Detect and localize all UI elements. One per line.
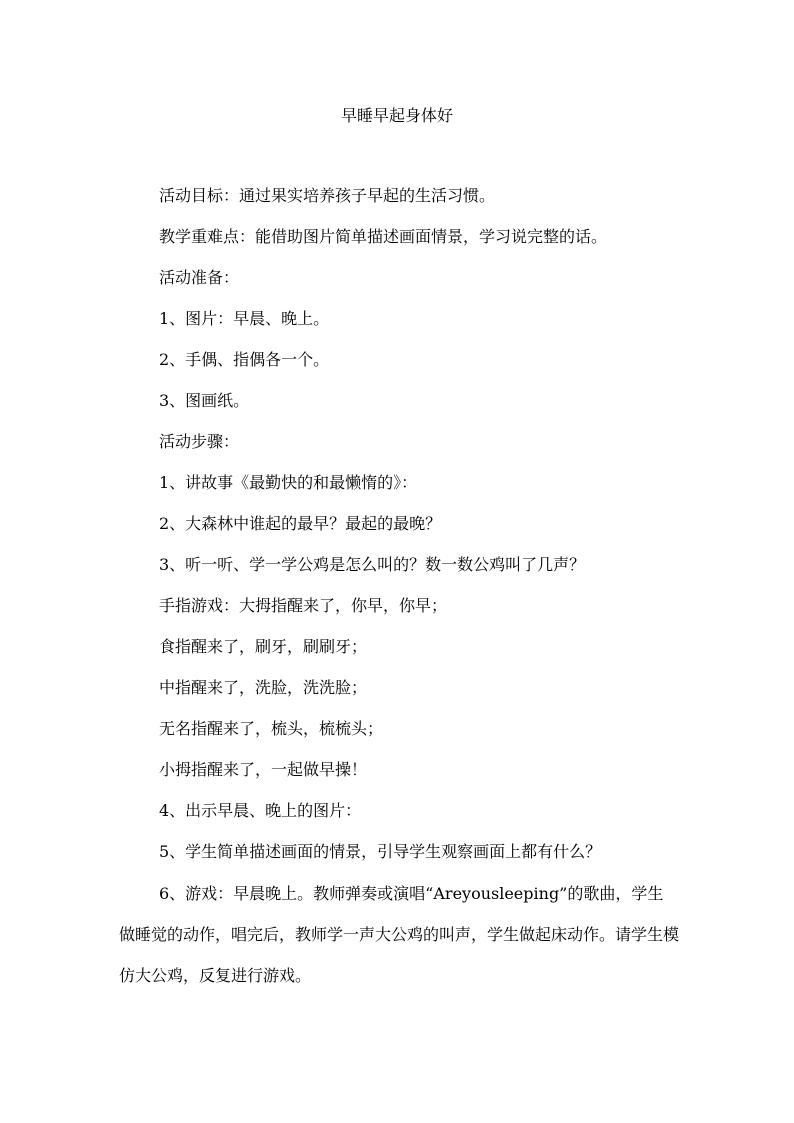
paragraph-step-3: 3、听一听、学一学公鸡是怎么叫的？数一数公鸡叫了几声？ [159,555,586,574]
paragraph-key-points: 教学重难点：能借助图片简单描述画面情景，学习说完整的话。 [159,227,608,246]
paragraph-step-2: 2、大森林中谁起的最早？最起的最晚？ [159,514,442,533]
document-body [119,184,679,1013]
paragraph-finger-little: 小拇指醒来了，一起做早操！ [159,760,368,779]
document-title: 早睡早起身体好 [340,106,453,125]
paragraph-prep-2: 2、手偶、指偶各一个。 [159,350,330,369]
paragraph-steps: 活动步骤： [159,432,240,451]
paragraph-finger-middle: 中指醒来了，洗脸，洗洗脸； [159,678,368,697]
paragraph-finger-game: 手指游戏：大拇指醒来了，你早，你早； [159,596,448,615]
paragraph-step-5: 5、学生简单描述画面的情景，引导学生观察画面上都有什么？ [159,842,602,861]
paragraph-step-1: 1、讲故事《最勤快的和最懒惰的》： [159,473,418,492]
paragraph-step-4: 4、出示早晨、晚上的图片： [159,801,362,820]
paragraph-step-6: 6、游戏：早晨晚上。教师弹奏或演唱“Areyousleeping”的歌曲，学生做睡觉的动作，唱完后，教师学一声大公鸡的叫声，学生做起床动作。请学生模仿大公鸡，反复进行游戏。 [119,884,680,985]
paragraph-prep-1: 1、图片：早晨、晚上。 [159,309,330,328]
paragraph-preparation: 活动准备： [159,268,240,287]
paragraph-finger-ring: 无名指醒来了，梳头，梳梳头； [159,719,384,738]
paragraph-finger-index: 食指醒来了，刷牙，刷刷牙； [159,637,368,656]
paragraph-prep-3: 3、图画纸。 [159,391,250,410]
paragraph-goal: 活动目标：通过果实培养孩子早起的生活习惯。 [159,186,496,205]
